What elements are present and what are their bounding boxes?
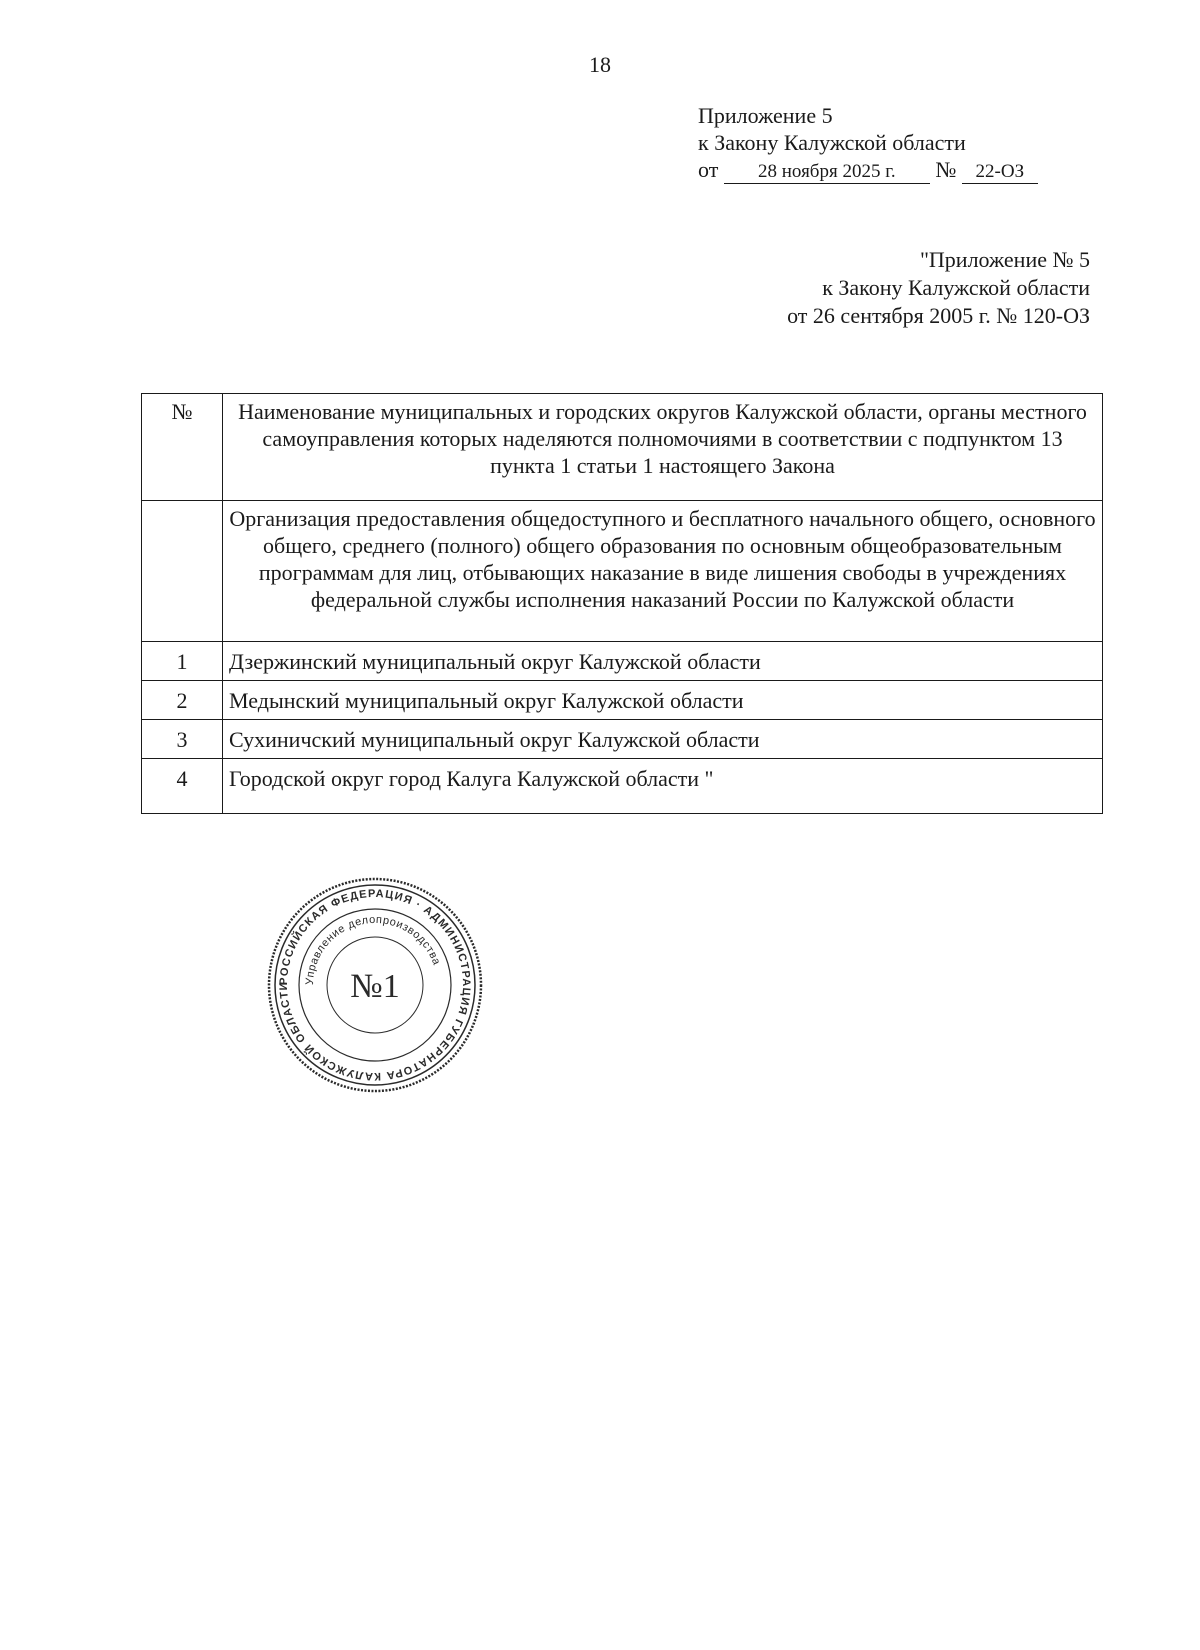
table-subheader-row [142, 501, 1103, 642]
subheader-empty-cell [142, 501, 223, 642]
row-name: Дзержинский муниципальный округ Калужской области [223, 642, 1103, 681]
table-row [142, 759, 1103, 814]
header-title: Наименование муниципальных и городских округов Калужской области, органы местного самоуправления которых наделяются полномочиями в соответствии с подпунктом 13 пункта 1 статьи 1 настоящего Закона [223, 394, 1103, 501]
row-number: 1 [142, 642, 223, 681]
date-value: 28 ноября 2025 г. [724, 161, 930, 184]
seal-inner-text: Управление делопроизводства [303, 913, 443, 986]
seal-outer-text: РОССИЙСКАЯ ФЕДЕРАЦИЯ · АДМИНИСТРАЦИЯ ГУБЕРНАТОРА КАЛУЖСКОЙ ОБЛАСТИ [277, 887, 473, 1083]
number-value: 22-ОЗ [962, 161, 1038, 184]
row-number: 2 [142, 681, 223, 720]
row-name: Медынский муниципальный округ Калужской области [223, 681, 1103, 720]
subheader-text: Организация предоставления общедоступного и бесплатного начального общего, основного общего, среднего (полного) общего образования по основным общеобразовательным программам для лиц, отбывающих наказание в виде лишения свободы в учреждениях федеральной службы исполнения наказаний России по Калужской области [223, 501, 1103, 642]
table-row [142, 642, 1103, 681]
date-prefix: от [698, 157, 719, 182]
row-name: Сухиничский муниципальный округ Калужской области [223, 720, 1103, 759]
row-number: 3 [142, 720, 223, 759]
districts-table [141, 393, 1103, 814]
row-number: 4 [142, 759, 223, 814]
row-name: Городской округ город Калуга Калужской области " [223, 759, 1103, 814]
page-number: 18 [589, 52, 611, 77]
header-number: № [142, 394, 223, 501]
official-seal [265, 875, 485, 1095]
table-row [142, 681, 1103, 720]
seal-center-number: №1 [350, 968, 400, 1005]
appendix-law-line: к Закону Калужской области [698, 130, 966, 155]
reference-line-1: "Приложение № 5 [919, 247, 1090, 272]
number-prefix: № [935, 157, 957, 182]
reference-line-2: к Закону Калужской области [822, 275, 1090, 300]
appendix-title: Приложение 5 [698, 103, 833, 128]
reference-line-3: от 26 сентября 2005 г. № 120-ОЗ [787, 303, 1090, 328]
appendix-date-line [698, 156, 1038, 184]
appendix-header [698, 102, 1038, 184]
reference-header [787, 246, 1090, 330]
table-header-row [142, 394, 1103, 501]
table-row [142, 720, 1103, 759]
